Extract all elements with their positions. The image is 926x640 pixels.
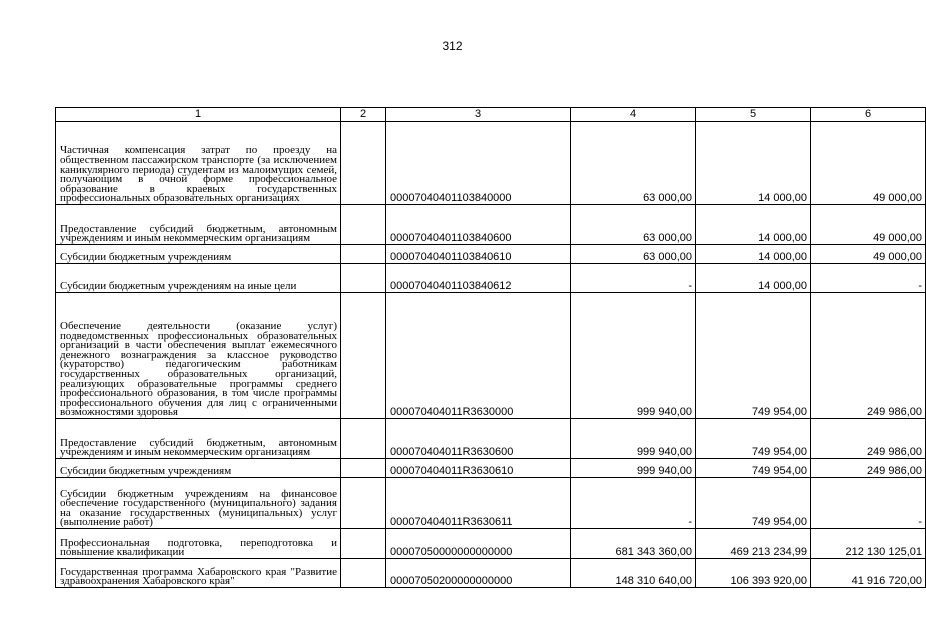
row-code: 00007040401103840610 xyxy=(386,245,571,264)
row-value-6: 49 000,00 xyxy=(811,205,926,245)
header-row xyxy=(56,108,926,122)
row-value-5: 469 213 234,99 xyxy=(696,529,811,559)
page-number: 312 xyxy=(442,39,463,53)
row-code: 00007040401103840000 xyxy=(386,122,571,205)
row-value-5: 14 000,00 xyxy=(696,205,811,245)
header-col-6: 6 xyxy=(811,108,926,122)
row-value-4: 999 940,00 xyxy=(571,419,696,459)
row-value-6: 49 000,00 xyxy=(811,122,926,205)
row-name: Субсидии бюджетным учреждениям на финансовое обеспечение государственного (муниципального) задания на оказание государственных (муниципальных) услуг (выполнение работ) xyxy=(56,478,341,529)
row-value-6: 249 986,00 xyxy=(811,419,926,459)
row-name: Частичная компенсация затрат по проезду на общественном пассажирском транспорте (за исключением каникулярного периода) студентам из малоимущих семей, получающим в очной форме профессиональное образование в краевых государственных профессиональных образовательных организациях xyxy=(56,122,341,205)
row-col2 xyxy=(341,205,386,245)
row-value-6: 212 130 125,01 xyxy=(811,529,926,559)
row-value-6: 41 916 720,00 xyxy=(811,559,926,588)
table-row xyxy=(56,529,926,559)
row-value-4: 63 000,00 xyxy=(571,205,696,245)
header-col-2: 2 xyxy=(341,108,386,122)
row-value-6: - xyxy=(811,478,926,529)
table-row xyxy=(56,559,926,588)
header-col-5: 5 xyxy=(696,108,811,122)
table-row xyxy=(56,419,926,459)
row-code: 00007040401103840600 xyxy=(386,205,571,245)
row-code: 000070404011R3630600 xyxy=(386,419,571,459)
header-col-3: 3 xyxy=(386,108,571,122)
row-name: Предоставление субсидий бюджетным, автономным учреждениям и иным некоммерческим организациям xyxy=(56,419,341,459)
table-row xyxy=(56,205,926,245)
row-name: Профессиональная подготовка, переподготовка и повышение квалификации xyxy=(56,529,341,559)
table-row xyxy=(56,293,926,419)
table-row xyxy=(56,459,926,478)
row-value-5: 749 954,00 xyxy=(696,478,811,529)
row-value-4: 63 000,00 xyxy=(571,245,696,264)
row-code: 000070404011R3630611 xyxy=(386,478,571,529)
row-col2 xyxy=(341,293,386,419)
row-col2 xyxy=(341,478,386,529)
table-row xyxy=(56,245,926,264)
row-col2 xyxy=(341,559,386,588)
table-row xyxy=(56,264,926,293)
row-value-4: 148 310 640,00 xyxy=(571,559,696,588)
row-value-6: 49 000,00 xyxy=(811,245,926,264)
row-value-5: 14 000,00 xyxy=(696,264,811,293)
row-value-6: 249 986,00 xyxy=(811,459,926,478)
table-row xyxy=(56,122,926,205)
row-name: Субсидии бюджетным учреждениям xyxy=(56,459,341,478)
row-code: 00007050000000000000 xyxy=(386,529,571,559)
row-value-5: 106 393 920,00 xyxy=(696,559,811,588)
row-value-4: 999 940,00 xyxy=(571,293,696,419)
table-row xyxy=(56,478,926,529)
row-code: 00007050200000000000 xyxy=(386,559,571,588)
row-name: Предоставление субсидий бюджетным, автономным учреждениям и иным некоммерческим организациям xyxy=(56,205,341,245)
row-value-4: 63 000,00 xyxy=(571,122,696,205)
row-value-6: - xyxy=(811,264,926,293)
row-value-4: - xyxy=(571,264,696,293)
row-col2 xyxy=(341,419,386,459)
header-col-1: 1 xyxy=(56,108,341,122)
budget-table xyxy=(55,107,926,588)
row-code: 00007040401103840612 xyxy=(386,264,571,293)
row-name: Обеспечение деятельности (оказание услуг) подведомственных профессиональных образовательных организаций в части обеспечения выплат ежемесячного денежного вознаграждения за классное руководство (кураторство) педагогическим работникам государственных образовательных организаций, реализующих образовательные программы среднего профессионального образования, в том числе программы профессионального обучения для лиц с ограниченными возможностями здоровья xyxy=(56,293,341,419)
row-value-5: 749 954,00 xyxy=(696,419,811,459)
row-value-4: 999 940,00 xyxy=(571,459,696,478)
row-name: Субсидии бюджетным учреждениям xyxy=(56,245,341,264)
row-name: Субсидии бюджетным учреждениям на иные цели xyxy=(56,264,341,293)
row-code: 000070404011R3630610 xyxy=(386,459,571,478)
row-value-6: 249 986,00 xyxy=(811,293,926,419)
header-col-4: 4 xyxy=(571,108,696,122)
row-value-5: 749 954,00 xyxy=(696,459,811,478)
row-value-5: 14 000,00 xyxy=(696,245,811,264)
row-col2 xyxy=(341,245,386,264)
row-col2 xyxy=(341,122,386,205)
row-code: 000070404011R3630000 xyxy=(386,293,571,419)
row-value-4: - xyxy=(571,478,696,529)
row-name: Государственная программа Хабаровского края "Развитие здравоохранения Хабаровского края" xyxy=(56,559,341,588)
row-value-4: 681 343 360,00 xyxy=(571,529,696,559)
row-value-5: 749 954,00 xyxy=(696,293,811,419)
row-col2 xyxy=(341,264,386,293)
row-col2 xyxy=(341,459,386,478)
row-value-5: 14 000,00 xyxy=(696,122,811,205)
row-col2 xyxy=(341,529,386,559)
